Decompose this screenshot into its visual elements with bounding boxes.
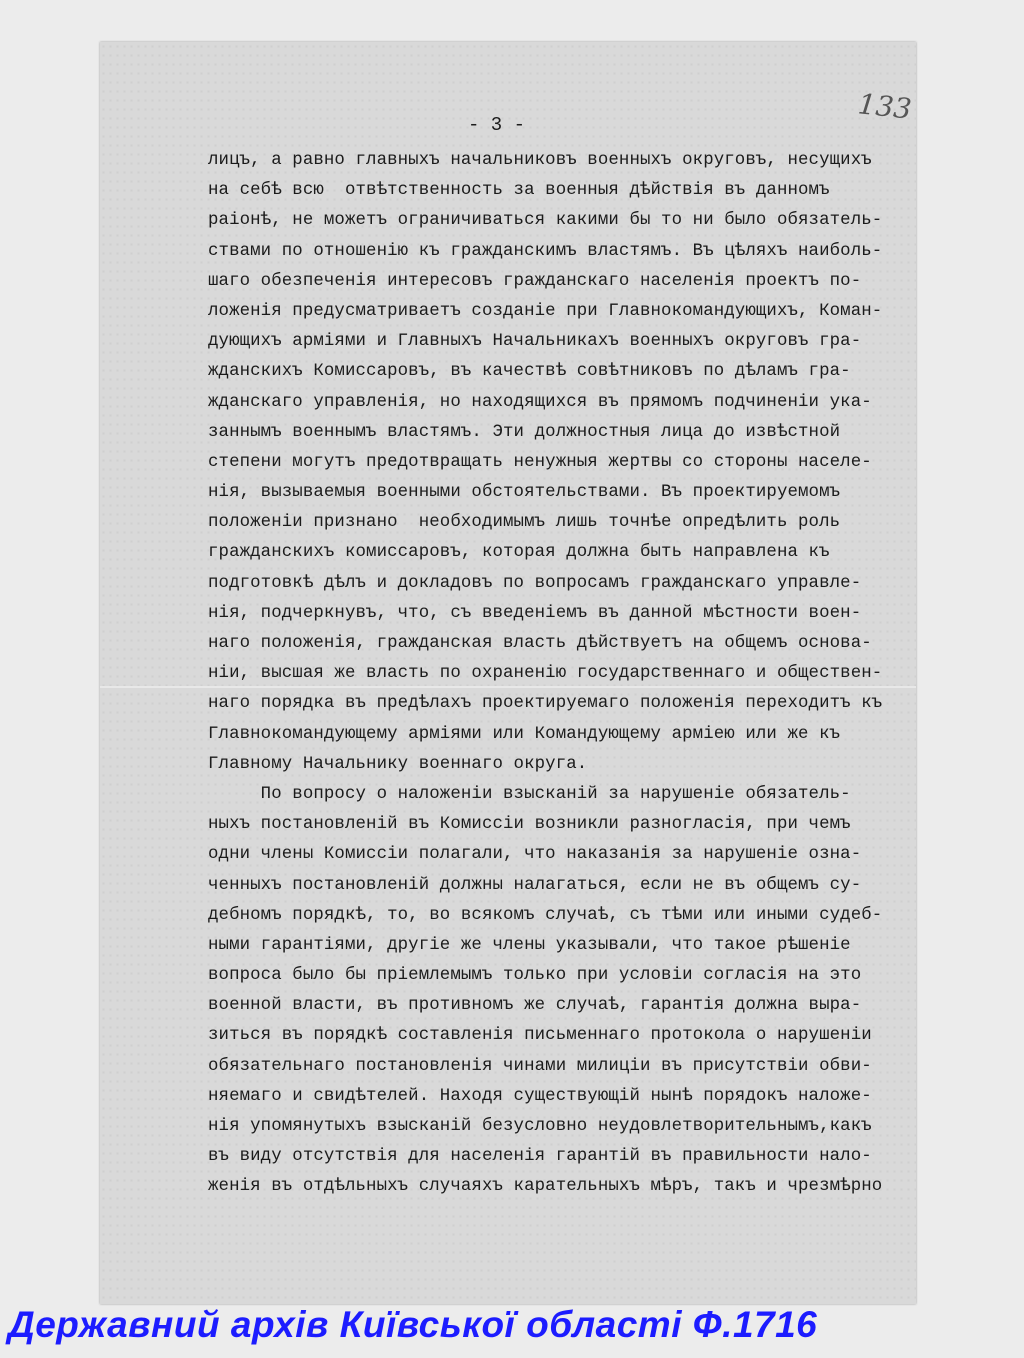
text-line: въ виду отсутствія для населенія гарантій въ правильности нало- — [208, 1147, 872, 1167]
text-line: дующихъ арміями и Главныхъ Начальникахъ военныхъ округовъ гра- — [208, 332, 862, 352]
document-body-text — [208, 146, 882, 1203]
text-line: лицъ, а равно главныхъ начальниковъ военныхъ округовъ, несущихъ — [208, 151, 872, 170]
text-line: зиться въ порядкѣ составленія письменнаго протокола о нарушеніи — [208, 1026, 872, 1046]
text-line: жданскихъ Комиссаровъ, въ качествѣ совѣтниковъ по дѣламъ гра- — [208, 362, 851, 382]
handwritten-folio-number: 133 — [856, 87, 914, 126]
text-line: нія, вызываемыя военными обстоятельствами. Въ проектируемомъ — [208, 483, 841, 503]
text-line: степени могутъ предотвращать ненужныя жертвы со стороны населе- — [208, 452, 872, 472]
text-line: ложенія предусматриваетъ созданіе при Главнокомандующихъ, Коман- — [208, 301, 883, 321]
text-line: обязательнаго постановленія чинами милиціи въ присутствіи обви- — [208, 1056, 872, 1076]
text-line: вопроса было бы пріемлемымъ только при условіи согласія на это — [208, 966, 862, 986]
text-line: Главнокомандующему арміями или Командующему арміею или же къ — [208, 724, 841, 744]
text-line: ными гарантіями, другіе же члены указывали, что такое рѣшеніе — [208, 935, 851, 955]
text-line: ныхъ постановленій въ Комиссіи возникли разногласія, при чемъ — [208, 815, 851, 835]
text-line: наго порядка въ предѣлахъ проектируемаго положенія переходитъ къ — [208, 694, 883, 714]
text-line: раіонѣ, не можетъ ограничиваться какими бы то ни было обязатель- — [208, 211, 883, 231]
text-line: заннымъ военнымъ властямъ. Эти должностныя лица до извѣстной — [208, 422, 841, 442]
text-line: ніи, высшая же власть по охраненію государственнаго и обществен- — [208, 664, 883, 684]
archive-watermark-caption: Державний архів Київської області Ф.1716 — [8, 1304, 818, 1345]
text-line: нія упомянутыхъ взысканій безусловно неудовлетворительнымъ,какъ — [208, 1117, 872, 1136]
text-line: положеніи признано необходимымъ лишь точнѣе опредѣлить роль — [208, 513, 841, 533]
text-line: подготовкѣ дѣлъ и докладовъ по вопросамъ гражданскаго управле- — [208, 573, 862, 593]
text-line: наго положенія, гражданская власть дѣйствуетъ на общемъ основа- — [208, 634, 872, 653]
text-line: на себѣ всю отвѣтственность за военныя дѣйствія въ данномъ — [208, 181, 830, 201]
text-line: одни члены Комиссіи полагали, что наказанія за нарушеніе озна- — [208, 845, 862, 865]
text-line: ствами по отношенію къ гражданскимъ властямъ. Въ цѣляхъ наиболь- — [208, 241, 883, 261]
text-line: военной власти, въ противномъ же случаѣ, гарантія должна выра- — [208, 996, 862, 1016]
page-number: - 3 - — [468, 114, 526, 136]
text-line: дебномъ порядкѣ, то, во всякомъ случаѣ, съ тѣми или иными судеб- — [208, 905, 883, 925]
text-line: нія, подчеркнувъ, что, съ введеніемъ въ данной мѣстности воен- — [208, 603, 862, 623]
text-line: женія въ отдѣльныхъ случаяхъ карательныхъ мѣръ, такъ и чрезмѣрно — [208, 1177, 883, 1197]
text-line: шаго обезпеченія интересовъ гражданскаго населенія проектъ по- — [208, 271, 862, 291]
text-line: ченныхъ постановленій должны налагаться, если не въ общемъ су- — [208, 875, 862, 895]
text-line: няемаго и свидѣтелей. Находя существующій нынѣ порядокъ наложе- — [208, 1086, 872, 1106]
text-line: По вопросу о наложеніи взысканій за нарушеніе обязатель- — [208, 784, 851, 804]
text-line: Главному Начальнику военнаго округа. — [208, 754, 588, 774]
text-line: гражданскихъ комиссаровъ, которая должна быть направлена къ — [208, 543, 830, 563]
text-line: жданскаго управленія, но находящихся въ прямомъ подчиненіи ука- — [208, 392, 872, 412]
